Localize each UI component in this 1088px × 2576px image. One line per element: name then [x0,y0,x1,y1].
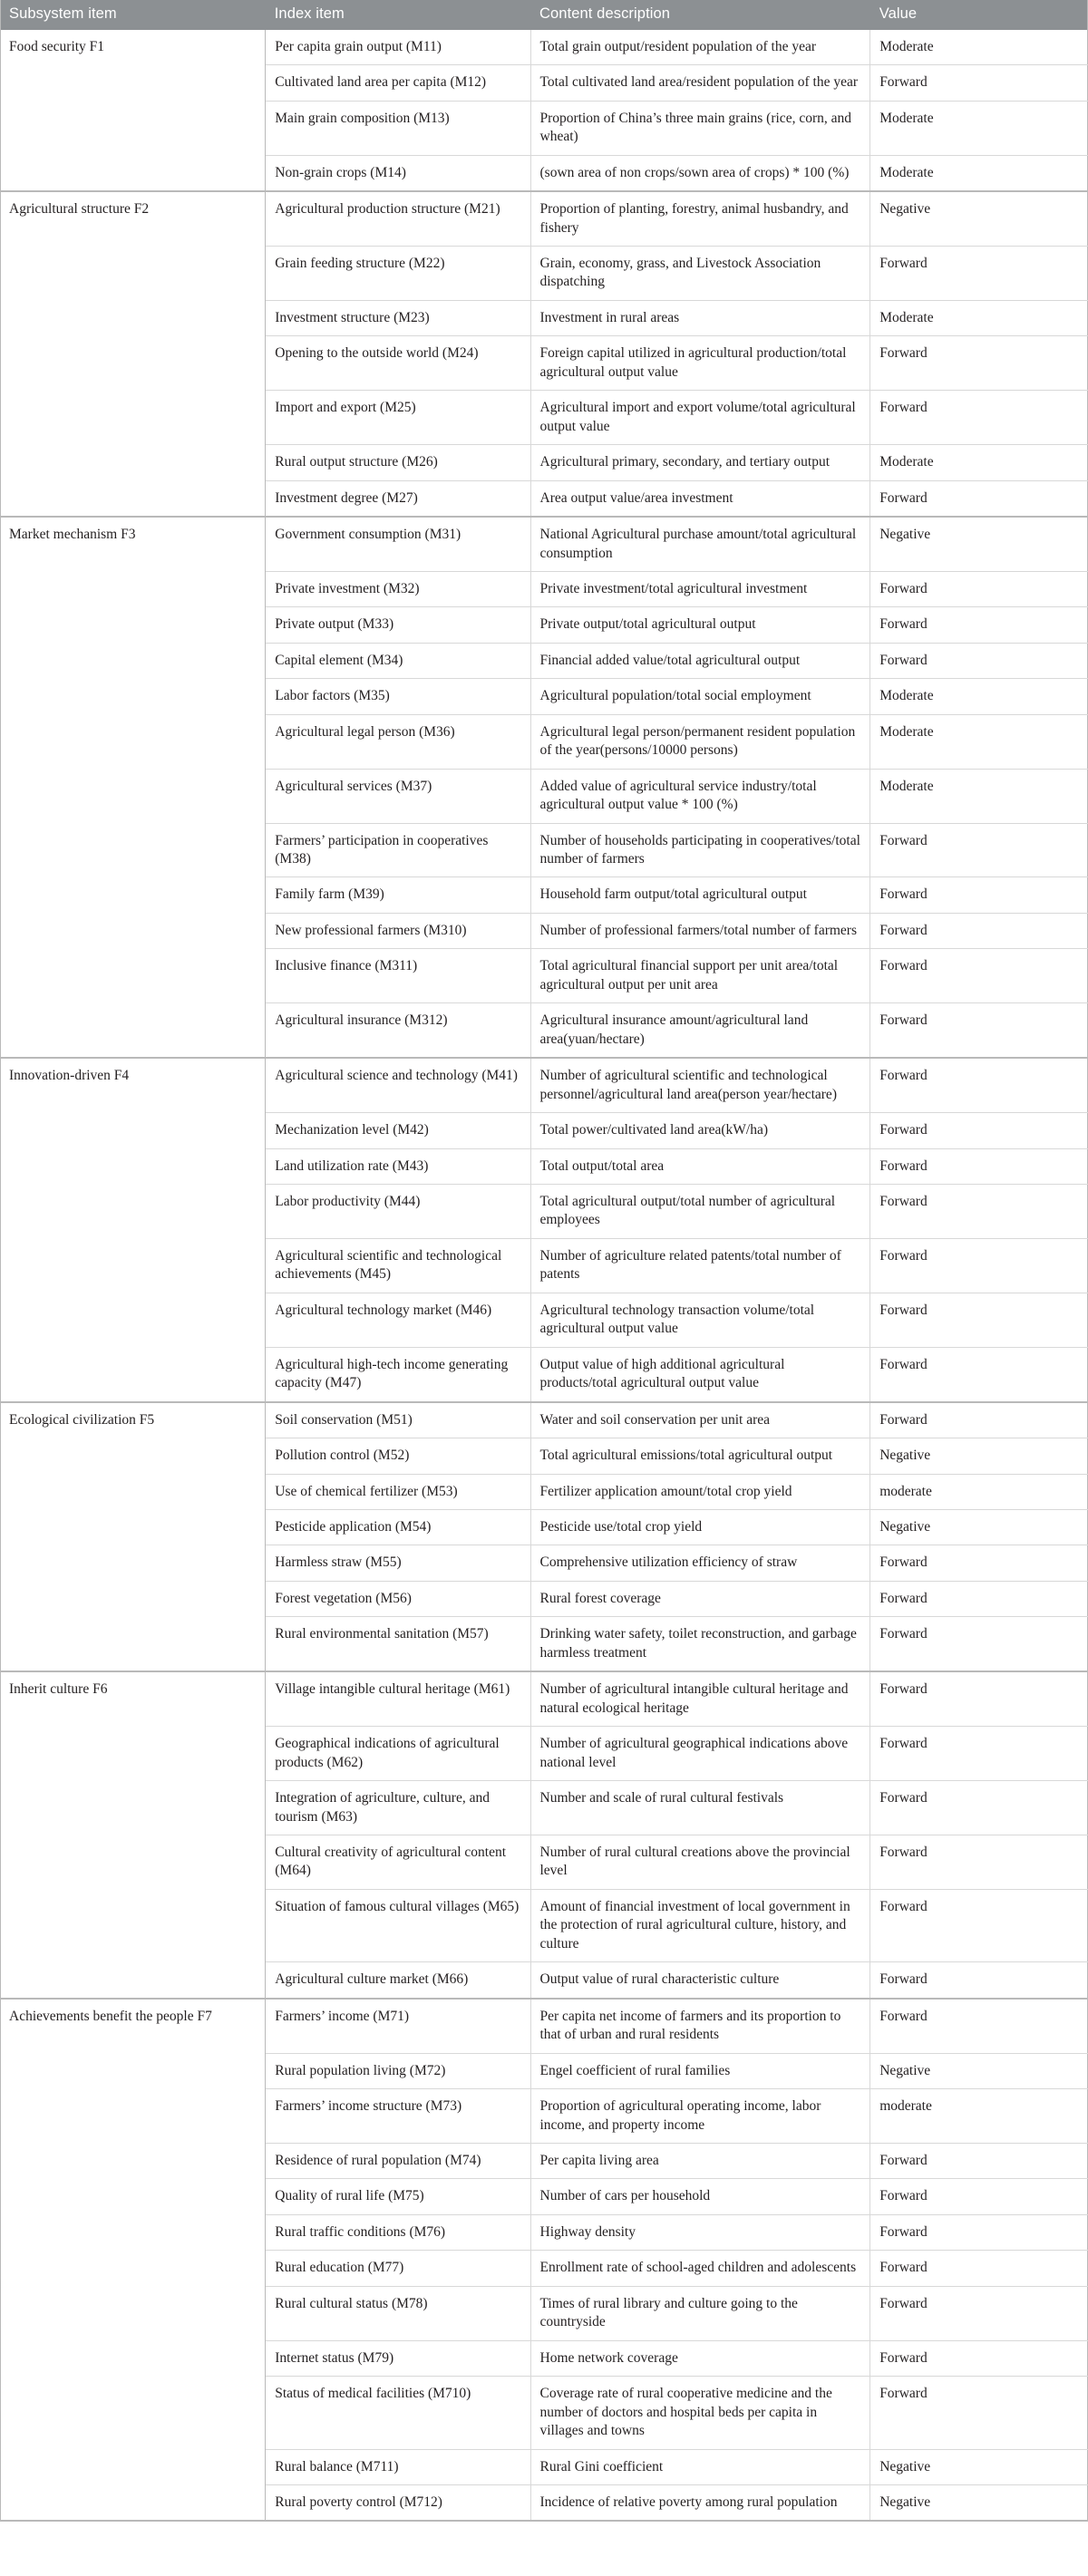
index-item-cell: Farmers’ participation in cooperatives (M38) [266,823,530,877]
index-item-cell: Capital element (M34) [266,643,530,678]
content-description-cell: Private investment/total agricultural investment [530,571,870,606]
table-row [1,517,1088,571]
index-item-cell: Land utilization rate (M43) [266,1148,530,1184]
index-item-cell: Investment structure (M23) [266,300,530,335]
content-description-cell: Grain, economy, grass, and Livestock Association dispatching [530,246,870,300]
index-item-cell: Investment degree (M27) [266,480,530,517]
value-cell: Moderate [870,101,1088,155]
value-cell: Forward [870,877,1088,913]
index-item-cell: Soil conservation (M51) [266,1402,530,1438]
value-cell: Forward [870,949,1088,1003]
value-cell: Forward [870,65,1088,101]
content-description-cell: Rural forest coverage [530,1581,870,1616]
content-description-cell: Engel coefficient of rural families [530,2053,870,2088]
index-item-cell: Agricultural insurance (M312) [266,1003,530,1058]
value-cell: Negative [870,2449,1088,2484]
index-item-cell: Quality of rural life (M75) [266,2179,530,2214]
subsystem-cell: Market mechanism F3 [1,517,266,1058]
table-header [1,0,1088,30]
content-description-cell: Per capita living area [530,2143,870,2178]
column-header-subsystem: Subsystem item [1,0,266,30]
index-item-cell: Agricultural high-tech income generating capacity (M47) [266,1347,530,1401]
value-cell: Forward [870,1617,1088,1671]
column-header-value: Value [870,0,1088,30]
table-row [1,1671,1088,1726]
content-description-cell: Rural Gini coefficient [530,2449,870,2484]
content-description-cell: Number of cars per household [530,2179,870,2214]
content-description-cell: (sown area of non crops/sown area of crops) * 100 (%) [530,155,870,191]
index-item-cell: Rural poverty control (M712) [266,2484,530,2521]
value-cell: Forward [870,1999,1088,2053]
index-item-cell: Rural education (M77) [266,2251,530,2286]
value-cell: Moderate [870,714,1088,769]
index-item-cell: Integration of agriculture, culture, and tourism (M63) [266,1781,530,1835]
content-description-cell: Number of households participating in cooperatives/total number of farmers [530,823,870,877]
index-item-cell: Rural output structure (M26) [266,445,530,480]
value-cell: Forward [870,2340,1088,2376]
value-cell: Forward [870,1347,1088,1401]
index-item-cell: Labor productivity (M44) [266,1185,530,1239]
index-item-cell: Village intangible cultural heritage (M61) [266,1671,530,1726]
content-description-cell: Coverage rate of rural cooperative medicine and the number of doctors and hospital beds per capita in villages and towns [530,2377,870,2449]
value-cell: Forward [870,2286,1088,2340]
value-cell: Forward [870,1113,1088,1148]
index-item-cell: New professional farmers (M310) [266,913,530,948]
index-item-cell: Per capita grain output (M11) [266,30,530,65]
value-cell: Forward [870,336,1088,391]
index-item-cell: Status of medical facilities (M710) [266,2377,530,2449]
value-cell: Negative [870,1510,1088,1545]
value-cell: Moderate [870,300,1088,335]
value-cell: Forward [870,2179,1088,2214]
value-cell: Forward [870,643,1088,678]
content-description-cell: Proportion of planting, forestry, animal husbandry, and fishery [530,191,870,246]
value-cell: Forward [870,1402,1088,1438]
value-cell: Moderate [870,155,1088,191]
column-header-description: Content description [530,0,870,30]
subsystem-cell: Innovation-driven F4 [1,1058,266,1401]
content-description-cell: Agricultural population/total social employment [530,679,870,714]
value-cell: Forward [870,2143,1088,2178]
index-item-cell: Labor factors (M35) [266,679,530,714]
value-cell: Forward [870,1003,1088,1058]
content-description-cell: Agricultural legal person/permanent resident population of the year(persons/10000 persons) [530,714,870,769]
table-row [1,1402,1088,1438]
content-description-cell: Enrollment rate of school-aged children and adolescents [530,2251,870,2286]
index-item-cell: Situation of famous cultural villages (M65) [266,1889,530,1961]
value-cell: moderate [870,2089,1088,2144]
value-cell: Forward [870,391,1088,445]
value-cell: Forward [870,1293,1088,1347]
value-cell: Negative [870,2484,1088,2521]
content-description-cell: Fertilizer application amount/total crop yield [530,1474,870,1509]
content-description-cell: Comprehensive utilization efficiency of straw [530,1545,870,1581]
content-description-cell: Number of agricultural intangible cultural heritage and natural ecological heritage [530,1671,870,1726]
index-item-cell: Cultivated land area per capita (M12) [266,65,530,101]
value-cell: Negative [870,191,1088,246]
value-cell: Forward [870,571,1088,606]
index-item-cell: Rural population living (M72) [266,2053,530,2088]
content-description-cell: Home network coverage [530,2340,870,2376]
content-description-cell: National Agricultural purchase amount/total agricultural consumption [530,517,870,571]
content-description-cell: Agricultural insurance amount/agricultural land area(yuan/hectare) [530,1003,870,1058]
table-row [1,30,1088,65]
content-description-cell: Agricultural import and export volume/total agricultural output value [530,391,870,445]
table-body [1,30,1088,2522]
value-cell: Forward [870,913,1088,948]
content-description-cell: Added value of agricultural service industry/total agricultural output value * 100 (%) [530,769,870,823]
value-cell: Forward [870,2377,1088,2449]
value-cell: Forward [870,607,1088,643]
index-item-cell: Use of chemical fertilizer (M53) [266,1474,530,1509]
index-item-cell: Cultural creativity of agricultural content (M64) [266,1835,530,1889]
index-item-cell: Agricultural culture market (M66) [266,1962,530,1999]
content-description-cell: Water and soil conservation per unit area [530,1402,870,1438]
subsystem-cell: Food security F1 [1,30,266,191]
subsystem-cell: Ecological civilization F5 [1,1402,266,1672]
value-cell: Forward [870,1148,1088,1184]
content-description-cell: Financial added value/total agricultural output [530,643,870,678]
value-cell: Moderate [870,30,1088,65]
value-cell: Negative [870,2053,1088,2088]
index-item-cell: Non-grain crops (M14) [266,155,530,191]
table-row [1,1999,1088,2053]
content-description-cell: Household farm output/total agricultural output [530,877,870,913]
index-item-cell: Agricultural legal person (M36) [266,714,530,769]
content-description-cell: Agricultural technology transaction volume/total agricultural output value [530,1293,870,1347]
index-item-cell: Government consumption (M31) [266,517,530,571]
index-item-cell: Residence of rural population (M74) [266,2143,530,2178]
value-cell: Forward [870,1962,1088,1999]
value-cell: moderate [870,1474,1088,1509]
value-cell: Forward [870,1889,1088,1961]
index-item-cell: Agricultural production structure (M21) [266,191,530,246]
content-description-cell: Investment in rural areas [530,300,870,335]
index-item-cell: Main grain composition (M13) [266,101,530,155]
value-cell: Forward [870,1581,1088,1616]
index-item-cell: Mechanization level (M42) [266,1113,530,1148]
content-description-cell: Total output/total area [530,1148,870,1184]
value-cell: Forward [870,823,1088,877]
table-row [1,191,1088,246]
content-description-cell: Per capita net income of farmers and its proportion to that of urban and rural residents [530,1999,870,2053]
content-description-cell: Area output value/area investment [530,480,870,517]
value-cell: Forward [870,2214,1088,2250]
index-item-cell: Rural traffic conditions (M76) [266,2214,530,2250]
index-item-cell: Geographical indications of agricultural products (M62) [266,1727,530,1781]
content-description-cell: Output value of rural characteristic culture [530,1962,870,1999]
subsystem-cell: Agricultural structure F2 [1,191,266,517]
content-description-cell: Number of agriculture related patents/total number of patents [530,1238,870,1293]
content-description-cell: Proportion of agricultural operating income, labor income, and property income [530,2089,870,2144]
value-cell: Forward [870,1835,1088,1889]
index-item-cell: Rural cultural status (M78) [266,2286,530,2340]
content-description-cell: Output value of high additional agricultural products/total agricultural output value [530,1347,870,1401]
value-cell: Moderate [870,679,1088,714]
content-description-cell: Amount of financial investment of local government in the protection of rural agricultural culture, history, and culture [530,1889,870,1961]
index-item-cell: Agricultural technology market (M46) [266,1293,530,1347]
content-description-cell: Times of rural library and culture going to the countryside [530,2286,870,2340]
index-item-cell: Opening to the outside world (M24) [266,336,530,391]
value-cell: Moderate [870,445,1088,480]
index-item-cell: Agricultural scientific and technological achievements (M45) [266,1238,530,1293]
content-description-cell: Total cultivated land area/resident population of the year [530,65,870,101]
value-cell: Forward [870,1058,1088,1112]
content-description-cell: Number and scale of rural cultural festivals [530,1781,870,1835]
index-item-cell: Inclusive finance (M311) [266,949,530,1003]
index-item-cell: Agricultural services (M37) [266,769,530,823]
value-cell: Forward [870,1185,1088,1239]
value-cell: Forward [870,1671,1088,1726]
index-item-cell: Internet status (M79) [266,2340,530,2376]
index-item-cell: Pesticide application (M54) [266,1510,530,1545]
index-item-cell: Farmers’ income (M71) [266,1999,530,2053]
index-item-cell: Import and export (M25) [266,391,530,445]
value-cell: Forward [870,1545,1088,1581]
content-description-cell: Total agricultural output/total number of agricultural employees [530,1185,870,1239]
content-description-cell: Agricultural primary, secondary, and tertiary output [530,445,870,480]
content-description-cell: Drinking water safety, toilet reconstruction, and garbage harmless treatment [530,1617,870,1671]
content-description-cell: Private output/total agricultural output [530,607,870,643]
index-item-cell: Grain feeding structure (M22) [266,246,530,300]
index-item-cell: Private investment (M32) [266,571,530,606]
content-description-cell: Number of rural cultural creations above the provincial level [530,1835,870,1889]
index-item-cell: Pollution control (M52) [266,1438,530,1474]
subsystem-cell: Achievements benefit the people F7 [1,1999,266,2522]
content-description-cell: Number of professional farmers/total number of farmers [530,913,870,948]
content-description-cell: Total power/cultivated land area(kW/ha) [530,1113,870,1148]
value-cell: Forward [870,2251,1088,2286]
content-description-cell: Number of agricultural scientific and technological personnel/agricultural land area(person year/hectare) [530,1058,870,1112]
content-description-cell: Total grain output/resident population of the year [530,30,870,65]
value-cell: Negative [870,1438,1088,1474]
content-description-cell: Incidence of relative poverty among rural population [530,2484,870,2521]
content-description-cell: Total agricultural emissions/total agricultural output [530,1438,870,1474]
index-item-cell: Forest vegetation (M56) [266,1581,530,1616]
value-cell: Negative [870,517,1088,571]
table-row [1,1058,1088,1112]
index-item-cell: Harmless straw (M55) [266,1545,530,1581]
table-header-row [1,0,1088,30]
value-cell: Moderate [870,769,1088,823]
content-description-cell: Foreign capital utilized in agricultural production/total agricultural output value [530,336,870,391]
index-item-cell: Rural environmental sanitation (M57) [266,1617,530,1671]
value-cell: Forward [870,246,1088,300]
value-cell: Forward [870,1781,1088,1835]
index-item-cell: Farmers’ income structure (M73) [266,2089,530,2144]
index-item-cell: Private output (M33) [266,607,530,643]
index-item-cell: Family farm (M39) [266,877,530,913]
content-description-cell: Total agricultural financial support per unit area/total agricultural output per unit area [530,949,870,1003]
value-cell: Forward [870,1238,1088,1293]
content-description-cell: Proportion of China’s three main grains (rice, corn, and wheat) [530,101,870,155]
content-description-cell: Number of agricultural geographical indications above national level [530,1727,870,1781]
index-item-cell: Rural balance (M711) [266,2449,530,2484]
content-description-cell: Highway density [530,2214,870,2250]
column-header-index: Index item [266,0,530,30]
value-cell: Forward [870,1727,1088,1781]
value-cell: Forward [870,480,1088,517]
index-item-cell: Agricultural science and technology (M41) [266,1058,530,1112]
content-description-cell: Pesticide use/total crop yield [530,1510,870,1545]
subsystem-cell: Inherit culture F6 [1,1671,266,1998]
